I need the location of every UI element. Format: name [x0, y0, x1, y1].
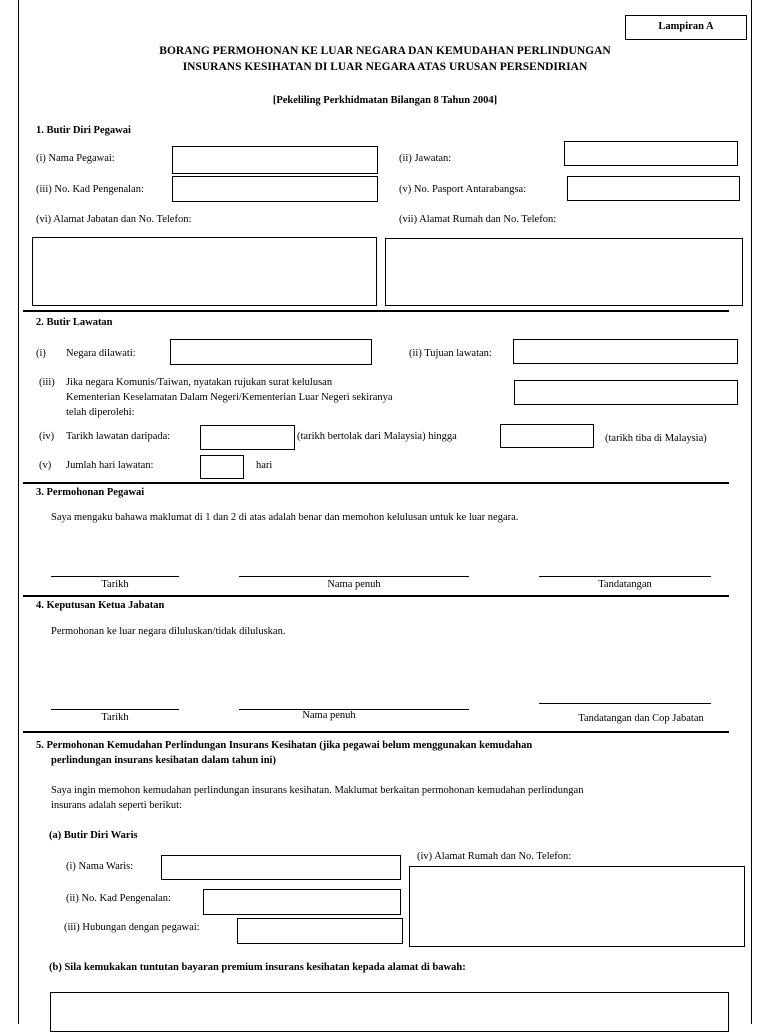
- tarikh-lawatan-label: Tarikh lawatan daripada:: [66, 431, 171, 442]
- divider-3: [23, 595, 729, 597]
- divider-2: [23, 482, 729, 484]
- pasport-label: (v) No. Pasport Antarabangsa:: [399, 184, 527, 195]
- divider-1: [23, 310, 729, 312]
- nama-waris-label: (i) Nama Waris:: [66, 861, 134, 872]
- alamat-waris-label: (iv) Alamat Rumah dan No. Telefon:: [417, 851, 572, 862]
- tarikh-signature-line: [51, 576, 179, 577]
- section3-heading: 3. Permohonan Pegawai: [36, 487, 145, 498]
- jawatan-field[interactable]: [564, 141, 738, 166]
- tujuan-field[interactable]: [513, 339, 738, 364]
- lampiran-label: Lampiran A: [658, 21, 714, 32]
- tandatangan-cop-line: [539, 703, 711, 704]
- tarikh-caption-2: Tarikh: [101, 712, 129, 723]
- divider-4: [23, 731, 729, 733]
- tarikh-caption: Tarikh: [101, 579, 129, 590]
- kad-waris-label: (ii) No. Kad Pengenalan:: [66, 893, 171, 904]
- butir-diri-waris-heading: (a) Butir Diri Waris: [49, 830, 138, 841]
- hari-label: hari: [256, 460, 273, 471]
- alamat-jabatan-label: (vi) Alamat Jabatan dan No. Telefon:: [36, 214, 192, 225]
- negara-field[interactable]: [170, 339, 372, 365]
- alamat-rumah-field[interactable]: [385, 238, 743, 306]
- negara-label: Negara dilawati:: [66, 348, 136, 359]
- tandatangan-signature-line: [539, 576, 711, 577]
- hubungan-field[interactable]: [237, 918, 403, 944]
- alamat-tuntutan-field[interactable]: [50, 992, 729, 1032]
- nama-pegawai-label: (i) Nama Pegawai:: [36, 153, 115, 164]
- form-title-line2: INSURANS KESIHATAN DI LUAR NEGARA ATAS URUSAN PERSENDIRIAN: [182, 61, 588, 73]
- negara-num: (i): [36, 348, 46, 359]
- nama-caption: Nama penuh: [327, 579, 381, 590]
- komunis-line3: telah diperolehi:: [66, 407, 135, 418]
- section5-heading-line2: perlindungan insurans kesihatan dalam tahun ini): [51, 755, 276, 766]
- jawatan-label: (ii) Jawatan:: [399, 153, 452, 164]
- tarikh-num: (iv): [39, 431, 55, 442]
- tiba-label: (tarikh tiba di Malaysia): [605, 433, 707, 444]
- kad-pengenalan-label: (iii) No. Kad Pengenalan:: [36, 184, 144, 195]
- jumlah-hari-field[interactable]: [200, 455, 244, 479]
- rujukan-surat-field[interactable]: [514, 380, 738, 405]
- section2-heading: 2. Butir Lawatan: [36, 317, 113, 328]
- nama-pegawai-field[interactable]: [172, 146, 378, 174]
- tandatangan-cop-caption: Tandatangan dan Cop Jabatan: [578, 713, 704, 724]
- form-subtitle: [Pekeliling Perkhidmatan Bilangan 8 Tahun 2004]: [272, 95, 498, 106]
- section4-heading: 4. Keputusan Ketua Jabatan: [36, 600, 165, 611]
- komunis-num: (iii): [39, 377, 55, 388]
- nama-caption-2: Nama penuh: [302, 710, 356, 721]
- jumlah-hari-label: Jumlah hari lawatan:: [66, 460, 154, 471]
- tarikh-bertolak-field[interactable]: [200, 425, 295, 450]
- tarikh-signature-line-2: [51, 709, 179, 710]
- tuntutan-bayaran-heading: (b) Sila kemukakan tuntutan bayaran premium insurans kesihatan kepada alamat di bawah:: [49, 962, 466, 973]
- hubungan-label: (iii) Hubungan dengan pegawai:: [64, 922, 200, 933]
- section5-text-line1: Saya ingin memohon kemudahan perlindungan insurans kesihatan. Maklumat berkaitan permohonan kemudahan perlindungan: [51, 785, 584, 796]
- tandatangan-caption: Tandatangan: [598, 579, 652, 590]
- section5-text-line2: insurans adalah seperti berikut:: [51, 800, 182, 811]
- form-page: [18, 0, 752, 1024]
- bertolak-label: (tarikh bertolak dari Malaysia) hingga: [297, 431, 457, 442]
- section5-heading-line1: 5. Permohonan Kemudahan Perlindungan Insurans Kesihatan (jika pegawai belum menggunakan kemudahan: [36, 740, 533, 751]
- kad-waris-field[interactable]: [203, 889, 401, 915]
- tujuan-label: (ii) Tujuan lawatan:: [409, 348, 492, 359]
- jumlah-num: (v): [39, 460, 52, 471]
- nama-signature-line: [239, 576, 469, 577]
- nama-waris-field[interactable]: [161, 855, 401, 880]
- pasport-field[interactable]: [567, 176, 740, 201]
- alamat-waris-field[interactable]: [409, 866, 745, 947]
- alamat-jabatan-field[interactable]: [32, 237, 377, 306]
- alamat-rumah-label: (vii) Alamat Rumah dan No. Telefon:: [399, 214, 557, 225]
- form-title-line1: BORANG PERMOHONAN KE LUAR NEGARA DAN KEMUDAHAN PERLINDUNGAN: [159, 45, 611, 57]
- section4-decision: Permohonan ke luar negara diluluskan/tidak diluluskan.: [51, 626, 286, 637]
- komunis-line1: Jika negara Komunis/Taiwan, nyatakan rujukan surat kelulusan: [66, 377, 333, 388]
- komunis-line2: Kementerian Keselamatan Dalam Negeri/Kementerian Luar Negeri sekiranya: [66, 392, 393, 403]
- section3-declaration: Saya mengaku bahawa maklumat di 1 dan 2 di atas adalah benar dan memohon kelulusan untuk ke luar negara.: [51, 512, 519, 523]
- tarikh-tiba-field[interactable]: [500, 424, 594, 448]
- kad-pengenalan-field[interactable]: [172, 176, 378, 202]
- section1-heading: 1. Butir Diri Pegawai: [36, 125, 131, 136]
